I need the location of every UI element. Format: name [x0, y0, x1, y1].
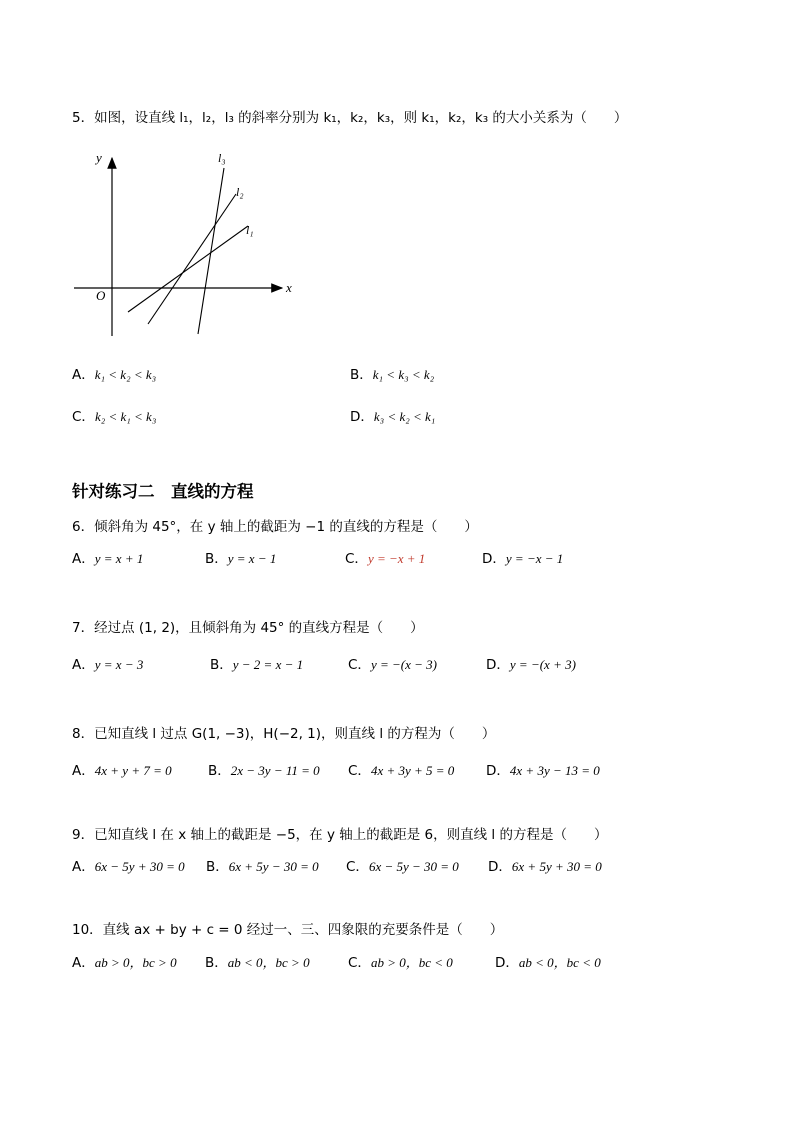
q7-option-d[interactable]: D．y = −(x + 3): [486, 657, 576, 673]
line-l2: [148, 194, 236, 324]
line-l1: [128, 226, 248, 312]
q5-option-c-expr: k₂ < k₁ < k₃: [94, 409, 157, 424]
q10-option-c[interactable]: C．ab > 0，bc < 0: [348, 955, 453, 971]
section-heading: 针对练习二 直线的方程: [72, 482, 254, 501]
q9-option-d[interactable]: D．6x + 5y + 30 = 0: [488, 859, 602, 875]
q8-option-a[interactable]: A．4x + y + 7 = 0: [72, 763, 172, 779]
q6-option-a[interactable]: A．y = x + 1: [72, 551, 144, 567]
question-10-stem: 10．直线 ax + by + c = 0 经过一、三、四象限的充要条件是（ ）: [72, 922, 504, 938]
q6-option-d[interactable]: D．y = −x − 1: [482, 551, 564, 567]
q8-option-d[interactable]: D．4x + 3y − 13 = 0: [486, 763, 600, 779]
q8-option-c[interactable]: C．4x + 3y + 5 = 0: [348, 763, 455, 779]
q5-option-a[interactable]: A．k₁ < k₂ < k₃: [72, 367, 157, 383]
q5-option-d-expr: k₃ < k₂ < k₁: [373, 409, 436, 424]
q5-option-b[interactable]: B．k₁ < k₃ < k₂: [350, 367, 435, 383]
q10-option-d[interactable]: D．ab < 0，bc < 0: [495, 955, 601, 971]
q5-option-a-expr: k₁ < k₂ < k₃: [94, 367, 157, 382]
l3-label: l₃: [218, 151, 226, 165]
l1-label: l₁: [246, 223, 254, 237]
q10-option-b[interactable]: B．ab < 0，bc > 0: [205, 955, 310, 971]
question-9-stem: 9．已知直线 l 在 x 轴上的截距是 −5，在 y 轴上的截距是 6，则直线 l 的方程是（ ）: [72, 827, 608, 843]
q6-option-c[interactable]: C．y = −x + 1: [345, 551, 426, 567]
q7-option-a[interactable]: A．y = x − 3: [72, 657, 144, 673]
q9-option-c[interactable]: C．6x − 5y − 30 = 0: [346, 859, 459, 875]
q9-option-b[interactable]: B．6x + 5y − 30 = 0: [206, 859, 319, 875]
question-5-stem: 5．如图，设直线 l₁，l₂，l₃ 的斜率分别为 k₁，k₂，k₃，则 k₁，k₂，k₃ 的大小关系为（ ）: [72, 110, 628, 126]
q5-option-c[interactable]: C．k₂ < k₁ < k₃: [72, 409, 157, 425]
line-l3: [198, 168, 224, 334]
l2-label: l₂: [236, 185, 244, 199]
question-6-stem: 6．倾斜角为 45°，在 y 轴上的截距为 −1 的直线的方程是（ ）: [72, 519, 478, 535]
q8-option-b[interactable]: B．2x − 3y − 11 = 0: [208, 763, 320, 779]
q10-option-a[interactable]: A．ab > 0，bc > 0: [72, 955, 177, 971]
y-axis-label: y: [96, 150, 102, 165]
question-7-stem: 7．经过点 (1, 2)，且倾斜角为 45° 的直线方程是（ ）: [72, 620, 424, 636]
q7-option-b[interactable]: B．y − 2 = x − 1: [210, 657, 304, 673]
q7-option-c[interactable]: C．y = −(x − 3): [348, 657, 437, 673]
slope-lines-figure: [60, 140, 310, 345]
q9-option-a[interactable]: A．6x − 5y + 30 = 0: [72, 859, 185, 875]
q5-option-b-expr: k₁ < k₃ < k₂: [372, 367, 435, 382]
x-axis-label: x: [286, 280, 292, 295]
question-8-stem: 8．已知直线 l 过点 G(1, −3)，H(−2, 1)，则直线 l 的方程为（ ）: [72, 726, 496, 742]
origin-label: O: [96, 288, 106, 303]
q5-option-d[interactable]: D．k₃ < k₂ < k₁: [350, 409, 436, 425]
q6-option-b[interactable]: B．y = x − 1: [205, 551, 277, 567]
